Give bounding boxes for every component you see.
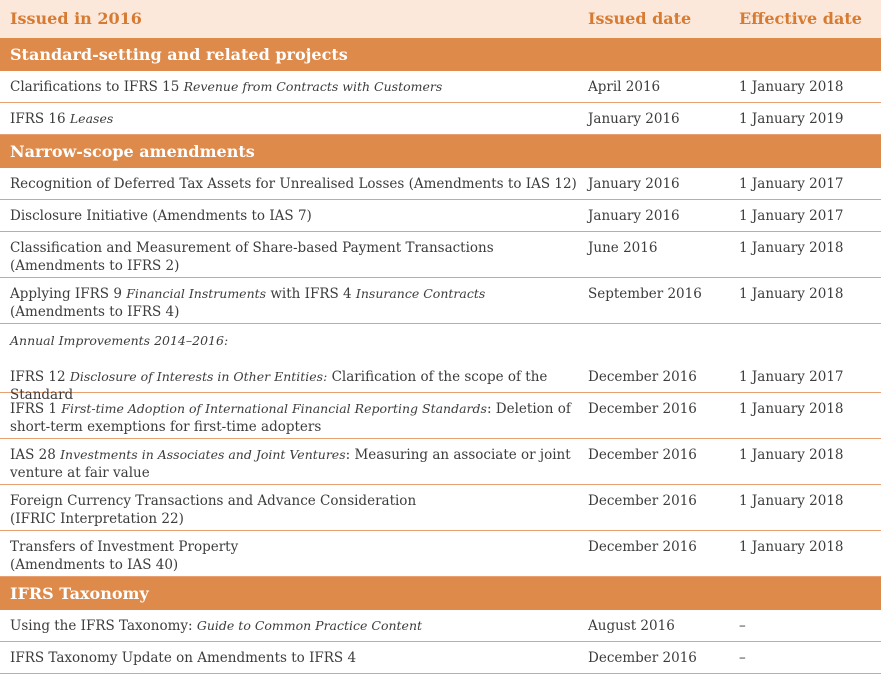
standard-title-italic: Disclosure of Interests in Other Entities: xyxy=(69,369,328,384)
table-row xyxy=(0,200,881,232)
issued-date-cell: December 2016 xyxy=(588,369,697,385)
standard-title-italic: Financial Instruments xyxy=(126,286,267,301)
table-row xyxy=(0,642,881,674)
standard-title-italic: Investments in Associates and Joint Ventures xyxy=(60,447,346,462)
standard-text: : Measuring an associate or joint xyxy=(345,447,571,463)
standard-name xyxy=(10,617,580,635)
section-title: IFRS Taxonomy xyxy=(10,584,149,603)
issued-date-cell: January 2016 xyxy=(588,208,680,224)
header-issued-in: Issued in 2016 xyxy=(10,9,142,28)
standard-text: Clarification of the scope of the Standard xyxy=(10,369,548,403)
effective-date-cell: 1 January 2018 xyxy=(739,401,844,417)
standard-text: Classification and Measurement of Share-based Payment Transactions xyxy=(10,240,494,256)
table-row xyxy=(0,168,881,200)
table-row xyxy=(0,361,881,403)
effective-date-cell: – xyxy=(739,618,746,634)
standard-name xyxy=(10,239,580,275)
standard-text: short-term exemptions for first-time adopters xyxy=(10,419,322,435)
standard-text: (IFRIC Interpretation 22) xyxy=(10,511,184,527)
section-header xyxy=(0,577,881,610)
standard-text: IFRS 1 xyxy=(10,401,62,417)
section-header xyxy=(0,135,881,168)
effective-date-cell: 1 January 2018 xyxy=(739,447,844,463)
standard-text: venture at fair value xyxy=(10,465,150,481)
section-title: Narrow-scope amendments xyxy=(10,142,255,161)
standard-text: Clarifications to IFRS 15 xyxy=(10,79,184,95)
standard-text: (Amendments to IAS 40) xyxy=(10,557,179,573)
standard-name xyxy=(10,446,580,482)
section-title: Standard-setting and related projects xyxy=(10,45,348,64)
standard-text: IFRS 16 xyxy=(10,111,70,127)
standard-title-italic: First-time Adoption of International Financial Reporting Standards xyxy=(61,401,487,416)
effective-date-cell: 1 January 2018 xyxy=(739,240,844,256)
standard-name xyxy=(10,78,580,96)
effective-date-cell: 1 January 2017 xyxy=(739,176,844,192)
issued-date-cell: April 2016 xyxy=(588,79,661,95)
effective-date-cell: 1 January 2017 xyxy=(739,369,844,385)
table-header xyxy=(0,0,881,38)
table-row xyxy=(0,232,881,278)
issued-date-cell: December 2016 xyxy=(588,401,697,417)
standard-title-italic: Leases xyxy=(69,111,114,126)
table-row xyxy=(0,610,881,642)
standard-text: (Amendments to IFRS 2) xyxy=(10,258,180,274)
standard-text: Recognition of Deferred Tax Assets for Unrealised Losses (Amendments to IAS 12) xyxy=(10,176,577,192)
effective-date-cell: 1 January 2018 xyxy=(739,79,844,95)
header-issued-date: Issued date xyxy=(588,9,692,28)
standard-text: Disclosure Initiative (Amendments to IAS 7) xyxy=(10,208,312,224)
issued-date-cell: December 2016 xyxy=(588,650,697,666)
standard-name xyxy=(10,285,580,321)
table-row xyxy=(0,485,881,531)
standard-text: Using the IFRS Taxonomy: xyxy=(10,618,197,634)
issued-date-cell: June 2016 xyxy=(588,240,658,256)
annotation-text: Annual Improvements 2014–2016: xyxy=(10,333,229,348)
issued-date-cell: January 2016 xyxy=(588,111,680,127)
issued-date-cell: December 2016 xyxy=(588,447,697,463)
standard-name xyxy=(10,400,580,436)
standard-text: Transfers of Investment Property xyxy=(10,539,239,555)
table-row xyxy=(0,103,881,135)
issued-date-cell: August 2016 xyxy=(588,618,675,634)
effective-date-cell: 1 January 2018 xyxy=(739,539,844,555)
effective-date-cell: 1 January 2018 xyxy=(739,493,844,509)
standard-title-italic: Revenue from Contracts with Customers xyxy=(183,79,443,94)
table-body xyxy=(0,38,881,674)
table-row xyxy=(0,531,881,577)
header-effective-date: Effective date xyxy=(739,9,862,28)
standard-name xyxy=(10,175,580,193)
standard-text: Applying IFRS 9 xyxy=(10,286,127,302)
annotation-row xyxy=(0,324,881,361)
table-row xyxy=(0,278,881,324)
standard-title-italic: Insurance Contracts xyxy=(355,286,486,301)
issued-date-cell: January 2016 xyxy=(588,176,680,192)
standard-text: (Amendments to IFRS 4) xyxy=(10,304,180,320)
standard-name xyxy=(10,110,580,128)
table-row xyxy=(0,71,881,103)
effective-date-cell: 1 January 2017 xyxy=(739,208,844,224)
issued-date-cell: December 2016 xyxy=(588,539,697,555)
table-row xyxy=(0,393,881,439)
standard-name xyxy=(10,538,580,574)
standard-title-italic: Guide to Common Practice Content xyxy=(196,618,423,633)
effective-date-cell: – xyxy=(739,650,746,666)
standard-text: IFRS Taxonomy Update on Amendments to IFRS 4 xyxy=(10,650,357,666)
standard-text: IAS 28 xyxy=(10,447,61,463)
standard-name xyxy=(10,492,580,528)
effective-date-cell: 1 January 2019 xyxy=(739,111,844,127)
issued-date-cell: September 2016 xyxy=(588,286,702,302)
issued-date-cell: December 2016 xyxy=(588,493,697,509)
effective-date-cell: 1 January 2018 xyxy=(739,286,844,302)
standard-text: IFRS 12 xyxy=(10,369,70,385)
section-header xyxy=(0,38,881,71)
table-row xyxy=(0,439,881,485)
standard-text: Foreign Currency Transactions and Advance Consideration xyxy=(10,493,417,509)
standard-text: with IFRS 4 xyxy=(266,286,356,302)
standard-name xyxy=(10,649,580,667)
standard-name xyxy=(10,207,580,225)
standard-text: : Deletion of xyxy=(486,401,571,417)
